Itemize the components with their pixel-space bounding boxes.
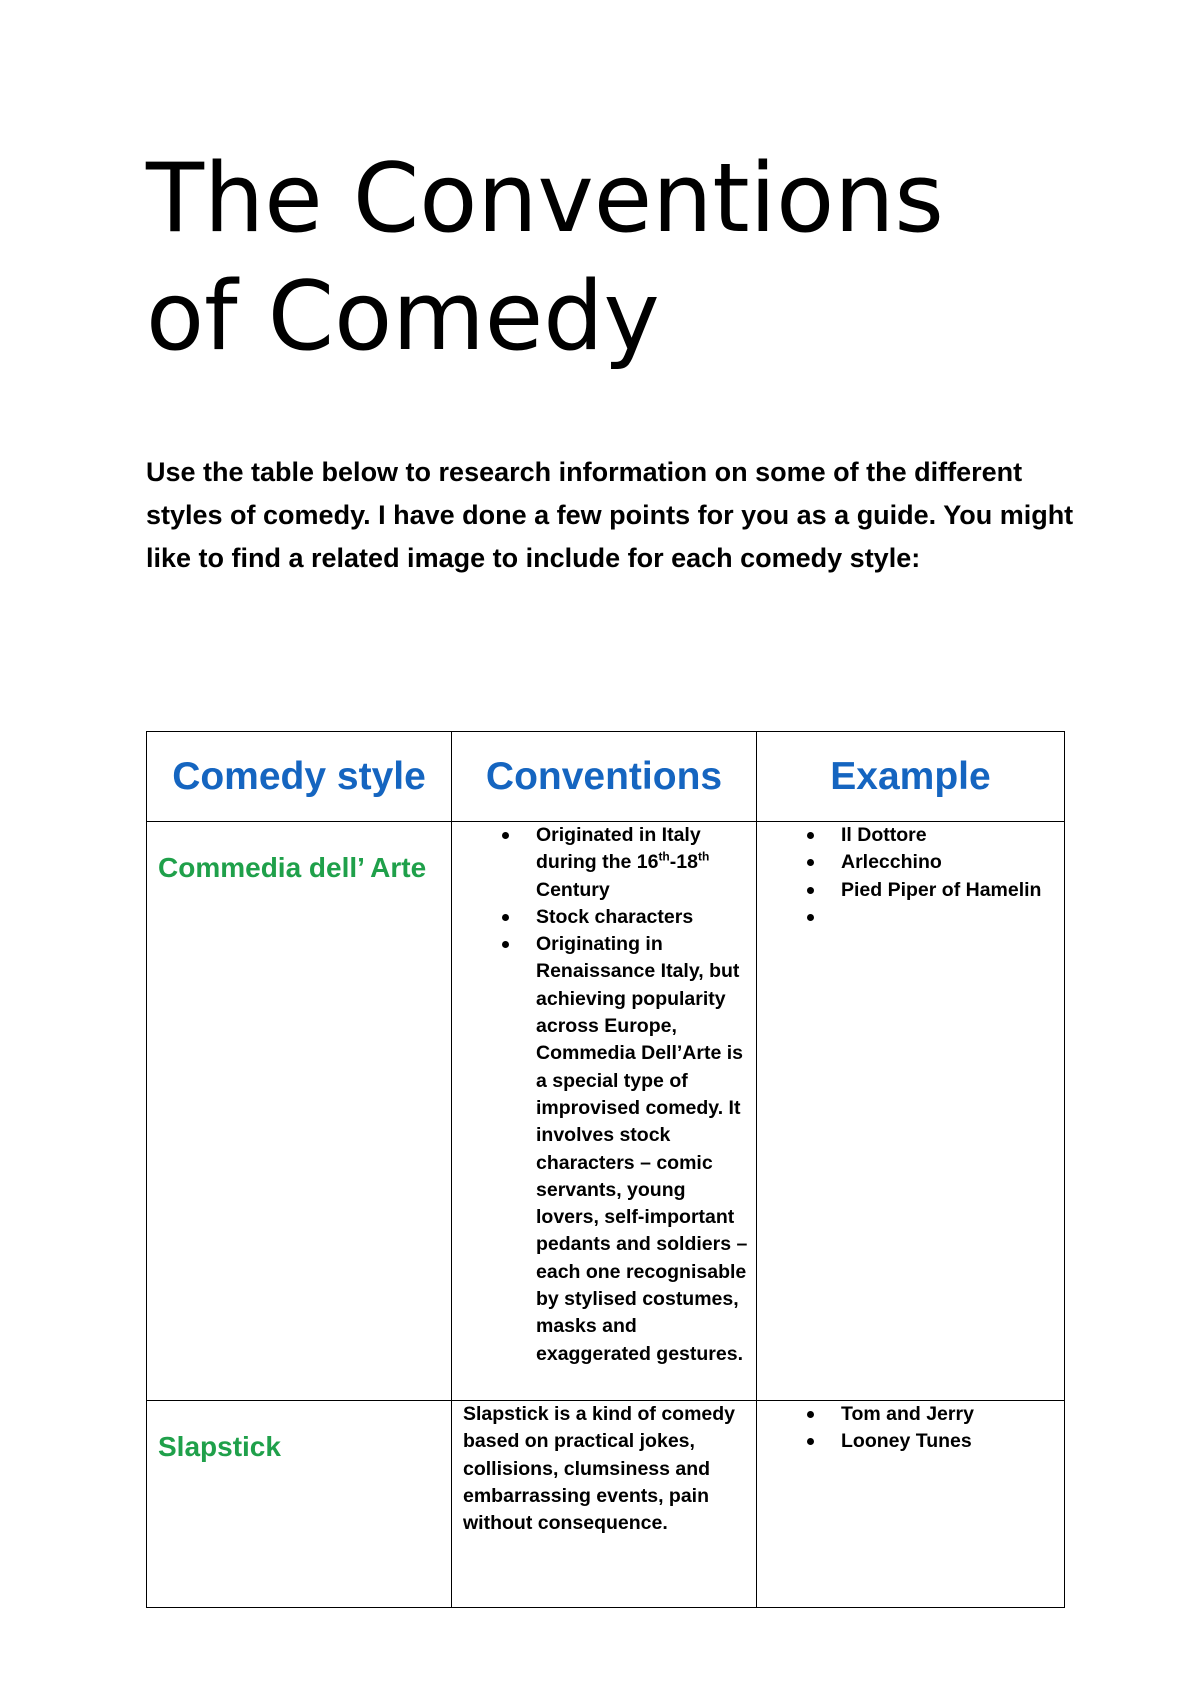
title-line-2: of Comedy bbox=[146, 262, 660, 372]
title-line-1: The Conventions bbox=[146, 144, 944, 254]
item-text: -18 bbox=[669, 851, 698, 874]
list-item bbox=[536, 822, 752, 904]
list-item: Il Dottore bbox=[841, 822, 1060, 849]
examples-list bbox=[757, 1401, 1064, 1456]
list-item: Arlecchino bbox=[841, 849, 1060, 876]
intro-paragraph: Use the table below to research information on some of the different styles of comedy. I have done a few points for you as a guide. You might like to find a related image to include for each comedy style: bbox=[146, 457, 1074, 573]
list-item-empty bbox=[841, 904, 1060, 931]
comedy-styles-table bbox=[146, 731, 1065, 1608]
conventions-cell bbox=[452, 822, 757, 1401]
list-item: Stock characters bbox=[536, 904, 752, 931]
style-name-slapstick: Slapstick bbox=[147, 1401, 452, 1608]
header-conventions: Conventions bbox=[452, 732, 757, 822]
conventions-cell: Slapstick is a kind of comedy based on practical jokes, collisions, clumsiness and embarrassing events, pain without consequence. bbox=[452, 1401, 757, 1608]
examples-cell bbox=[757, 1401, 1065, 1608]
table-row bbox=[147, 822, 1065, 1401]
page-title bbox=[146, 140, 1146, 376]
examples-list bbox=[757, 822, 1064, 931]
list-item: Looney Tunes bbox=[841, 1428, 1060, 1455]
item-text: Century bbox=[536, 878, 610, 901]
header-comedy-style: Comedy style bbox=[147, 732, 452, 822]
examples-cell bbox=[757, 822, 1065, 1401]
list-item: Pied Piper of Hamelin bbox=[841, 877, 1060, 904]
superscript: th bbox=[697, 849, 710, 864]
item-text: Originated in Italy during the 16 bbox=[536, 824, 701, 874]
list-item: Tom and Jerry bbox=[841, 1401, 1060, 1428]
header-example: Example bbox=[757, 732, 1065, 822]
table-row bbox=[147, 1401, 1065, 1608]
table-header-row bbox=[147, 732, 1065, 822]
conventions-list bbox=[452, 822, 756, 1368]
style-name-commedia: Commedia dell’ Arte bbox=[147, 822, 452, 1401]
superscript: th bbox=[658, 849, 670, 864]
list-item: Originating in Renaissance Italy, but achieving popularity across Europe, Commedia Dell’Arte is a special type of improvised comedy. It involves stock characters – comic servants, young lovers, self-important pedants and soldiers – each one recognisable by stylised costumes, masks and exaggerated gestures. bbox=[536, 931, 752, 1368]
